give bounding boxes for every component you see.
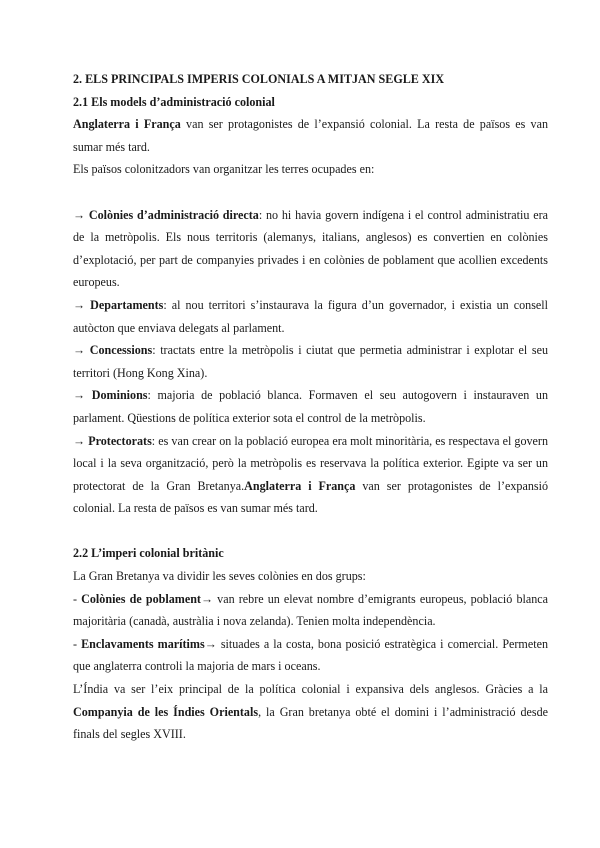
item-dominions — [73, 384, 548, 429]
item-text: : majoria de població blanca. Formaven el seu autogovern i instauraven un parlament. Qüestions de política exterior sota el control de la metròpolis. — [73, 388, 548, 425]
arrow-icon: → — [73, 343, 90, 358]
intro-bold: Anglaterra i França — [73, 117, 181, 132]
arrow-icon: → — [73, 207, 89, 222]
item-tail-text: van ser protagonistes de l’expansió colonial. La resta de països es van sumar més tard. — [73, 478, 548, 516]
intro-paragraph — [73, 113, 548, 158]
item-departaments — [73, 294, 548, 339]
item-enclavaments — [73, 633, 548, 678]
arrow-icon: → — [73, 388, 92, 403]
item-text: : tractats entre la metròpolis i ciutat que permetia administrar i explotar el seu territori (Hong Kong Xina). — [73, 343, 549, 380]
item-text: → situades a la costa, bona posició estratègica i comercial. Permeten que anglaterra controli la majoria de mars i oceans. — [73, 636, 548, 674]
item-colonies-poblament — [73, 588, 548, 633]
item-colonies-directa — [73, 204, 548, 294]
item-term: Enclavaments marítims — [81, 636, 205, 651]
subsection-title-models: 2.1 Els models d’administració colonial — [73, 94, 275, 109]
dash-prefix: - — [73, 636, 82, 651]
item-text: : es van crear on la població europea era molt minoritària, es respectava el govern local i la seva organització, però la metròpolis es reservava la política exterior. Egipte va ser un protectorat de la Gran Bretanya. — [73, 433, 548, 493]
spacer — [73, 181, 548, 204]
subsection-title-britanic: 2.2 L’imperi colonial britànic — [73, 546, 224, 561]
section2-intro: La Gran Bretanya va dividir les seves colònies en dos grups: — [73, 569, 366, 584]
item-tail-bold: Anglaterra i França — [244, 478, 356, 493]
item-text: : no hi havia govern indígena i el control administratiu era de la metròpolis. Els nous territoris (alemanys, italians, anglesos) es convertien en colònies d’explotació, per part de companyies privades i en colònies de poblament que acollien excedents europeus. — [73, 207, 548, 290]
intro-text: van ser protagonistes de l’expansió colonial. La resta de països es van sumar més tard. — [73, 117, 548, 154]
closing-text-pre: L’Índia va ser l’eix principal de la política colonial i expansiva dels anglesos. Gràcies a la — [73, 682, 548, 697]
item-term: Colònies de poblament — [81, 591, 201, 606]
item-concessions — [73, 339, 548, 384]
section-title: 2. ELS PRINCIPALS IMPERIS COLONIALS A MITJAN SEGLE XIX — [73, 72, 445, 86]
dash-prefix: - — [73, 591, 82, 606]
item-protectorats — [73, 430, 548, 520]
item-term: Protectorats — [88, 433, 152, 448]
item-term: Concessions — [89, 343, 153, 358]
closing-text-post: , la Gran bretanya obté el domini i l’administració desde finals del segles XVIII. — [73, 704, 548, 742]
intro-paragraph-2: Els països colonitzadors van organitzar les terres ocupades en: — [73, 162, 375, 177]
item-text: → van rebre un elevat nombre d’emigrants europeus, població blanca majoritària (canadà, austràlia i nova zelanda). Tenien molta independència. — [73, 591, 548, 629]
arrow-icon: → — [73, 297, 91, 312]
arrow-icon: → — [73, 433, 89, 448]
closing-bold: Companyia de les Índies Orientals — [73, 704, 259, 719]
spacer — [73, 520, 548, 543]
item-term: Dominions — [91, 388, 148, 403]
item-term: Departaments — [90, 297, 164, 312]
closing-paragraph — [73, 678, 548, 746]
item-text: : al nou territori s’instaurava la figura d’un governador, i existia un consell autòcton que enviava delegats al parlament. — [73, 297, 548, 335]
item-term: Colònies d’administració directa — [88, 207, 259, 222]
